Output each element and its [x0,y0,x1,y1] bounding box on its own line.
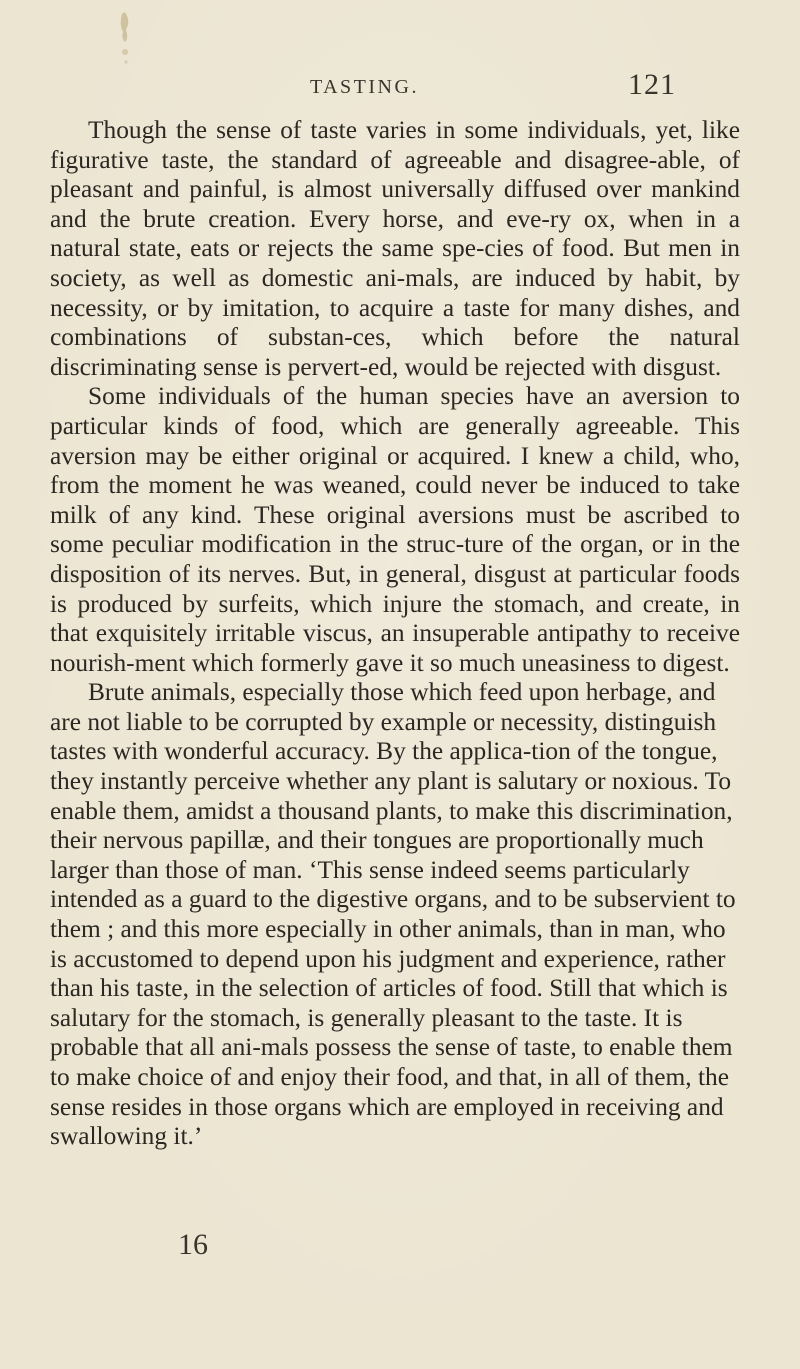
paragraph: Though the sense of taste varies in some individuals, yet, like figurative taste, the standard of agreeable and disagree-able, of pleasant and painful, is almost universally diffused over mankind and the brute creation. Every horse, and eve-ry ox, when in a natural state, eats or rejects the same spe-cies of food. But men in society, as well as domestic ani-mals, are induced by habit, by necessity, or by imitation, to acquire a taste for many dishes, and combinations of substan-ces, which before the natural discriminating sense is pervert-ed, would be rejected with disgust. [50,116,740,381]
paragraph: Some individuals of the human species have an aversion to particular kinds of food, which are generally agreeable. This aversion may be either original or acquired. I knew a child, who, from the moment he was weaned, could never be induced to take milk of any kind. These original aversions must be ascribed to some peculiar modification in the struc-ture of the organ, or in the disposition of its nerves. But, in general, disgust at particular foods is produced by surfeits, which injure the stomach, and create, in that exquisitely irritable viscus, an insuperable antipathy to receive nourish-ment which formerly gave it so much uneasiness to digest. [50,382,740,677]
running-head: TASTING. [310,76,419,98]
paragraph: Brute animals, especially those which feed upon herbage, and are not liable to be corrupted by example or necessity, distinguish tastes with wonderful accuracy. By the applica-tion of the tongue, they instantly perceive whether any plant is salutary or noxious. To enable them, amidst a thousand plants, to make this discrimination, their nervous papillæ, and their tongues are proportionally much larger than those of man. ‘This sense indeed seems particularly intended as a guard to the digestive organs, and to be subservient to them ; and this more especially in other animals, than in man, who is accustomed to depend upon his judgment and experience, rather than his taste, in the selection of articles of food. Still that which is salutary for the stomach, is generally pleasant to the taste. It is probable that all ani-mals possess the sense of taste, to enable them to make choice of and enjoy their food, and that, in all of them, the sense resides in those organs which are employed in receiving and swallowing it.’ [50,678,736,1151]
page-number: 121 [628,68,676,101]
body-text [50,116,740,1152]
ink-blot-mark [116,8,134,68]
signature-mark: 16 [178,1228,208,1261]
